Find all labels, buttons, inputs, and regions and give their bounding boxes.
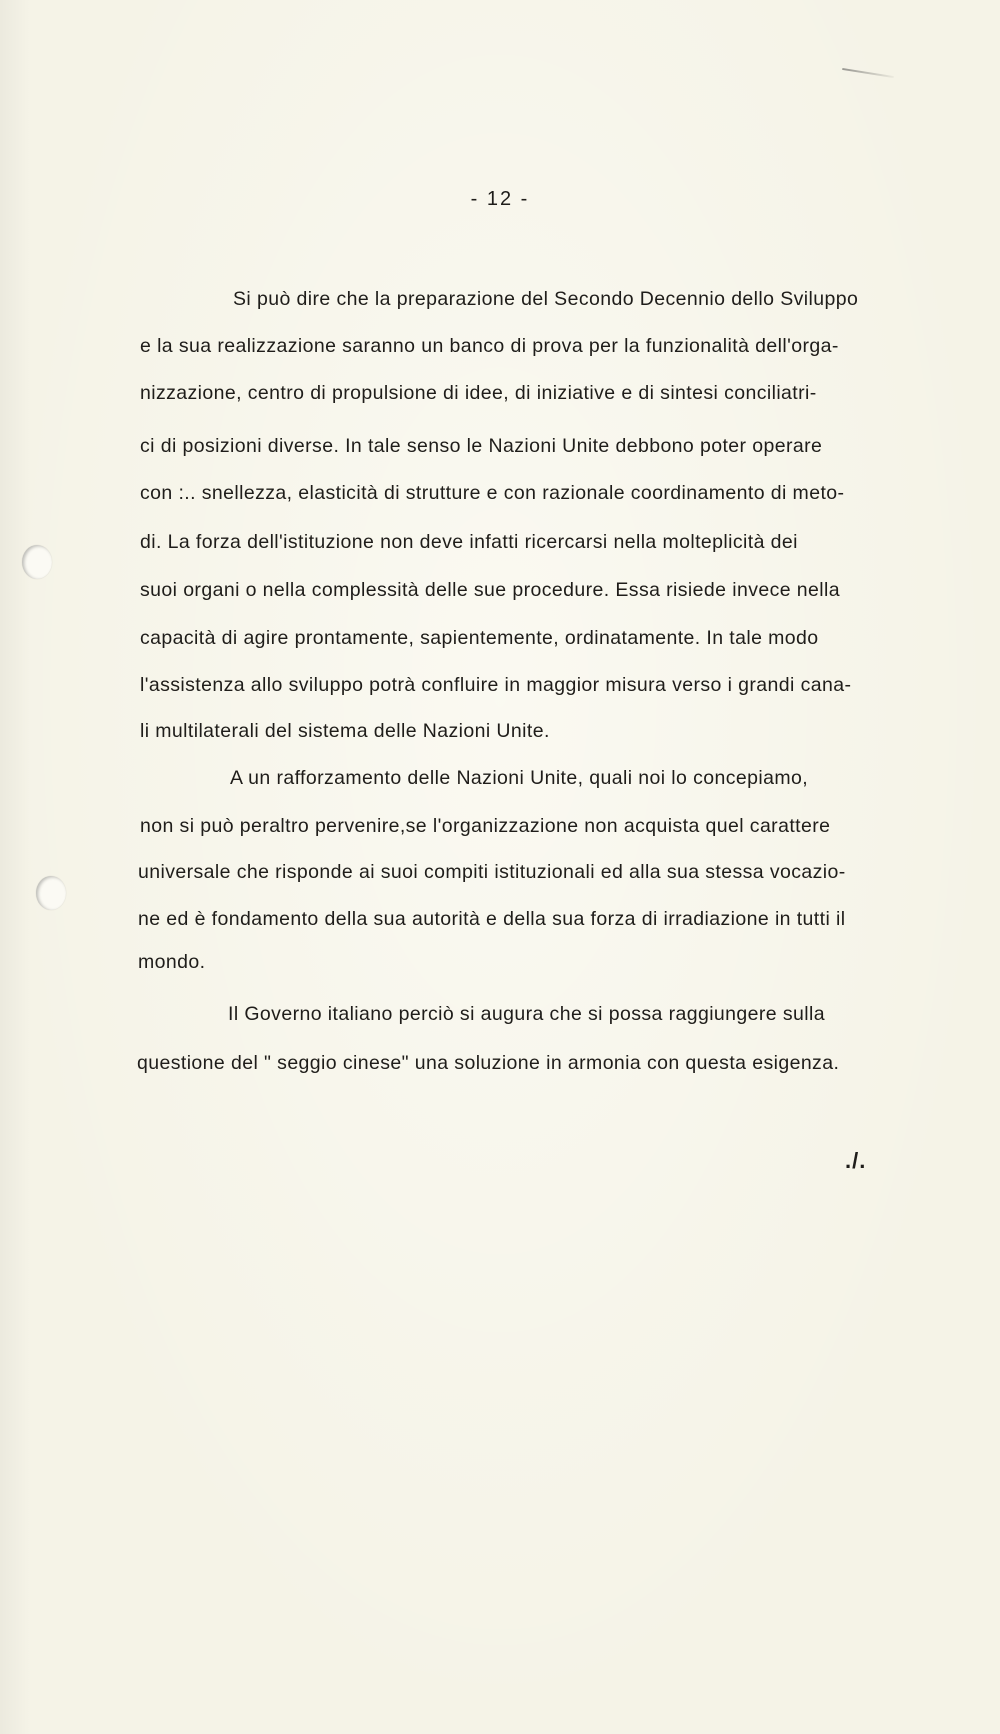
paragraph-1-line: li multilaterali del sistema delle Nazioni Unite. bbox=[140, 720, 550, 742]
punch-hole bbox=[22, 545, 52, 579]
continuation-mark: ./. bbox=[845, 1148, 867, 1173]
paragraph-1-line: l'assistenza allo sviluppo potrà confluire in maggior misura verso i grandi cana- bbox=[140, 674, 852, 696]
pencil-mark bbox=[842, 68, 894, 78]
paragraph-1-line: suoi organi o nella complessità delle sue procedure. Essa risiede invece nella bbox=[140, 579, 840, 601]
paragraph-1-line: ci di posizioni diverse. In tale senso le Nazioni Unite debbono poter operare bbox=[140, 435, 823, 457]
paragraph-1-line: capacità di agire prontamente, sapientemente, ordinatamente. In tale modo bbox=[140, 627, 819, 649]
paragraph-2-line: A un rafforzamento delle Nazioni Unite, quali noi lo concepiamo, bbox=[230, 767, 809, 789]
paragraph-2-line: ne ed è fondamento della sua autorità e della sua forza di irradiazione in tutti il bbox=[138, 908, 846, 930]
paragraph-1-line: e la sua realizzazione saranno un banco di prova per la funzionalità dell'orga- bbox=[140, 335, 839, 357]
page-number: - 12 - bbox=[470, 188, 530, 210]
paragraph-1-line: di. La forza dell'istituzione non deve infatti ricercarsi nella molteplicità dei bbox=[140, 531, 798, 553]
paragraph-1-line: nizzazione, centro di propulsione di idee, di iniziative e di sintesi conciliatri- bbox=[140, 382, 817, 404]
punch-hole bbox=[36, 876, 66, 910]
paragraph-1-line: con :.. snellezza, elasticità di strutture e con razionale coordinamento di meto- bbox=[140, 482, 845, 504]
paragraph-2-line: universale che risponde ai suoi compiti istituzionali ed alla sua stessa vocazio- bbox=[138, 861, 846, 883]
paragraph-2-line: non si può peraltro pervenire,se l'organizzazione non acquista quel carattere bbox=[140, 815, 831, 837]
paragraph-3-line: Il Governo italiano perciò si augura che si possa raggiungere sulla bbox=[228, 1003, 825, 1025]
paragraph-1-line: Si può dire che la preparazione del Secondo Decennio dello Sviluppo bbox=[233, 288, 859, 310]
paragraph-2-line: mondo. bbox=[138, 951, 206, 973]
paragraph-3-line: questione del " seggio cinese" una soluzione in armonia con questa esigenza. bbox=[137, 1052, 840, 1074]
